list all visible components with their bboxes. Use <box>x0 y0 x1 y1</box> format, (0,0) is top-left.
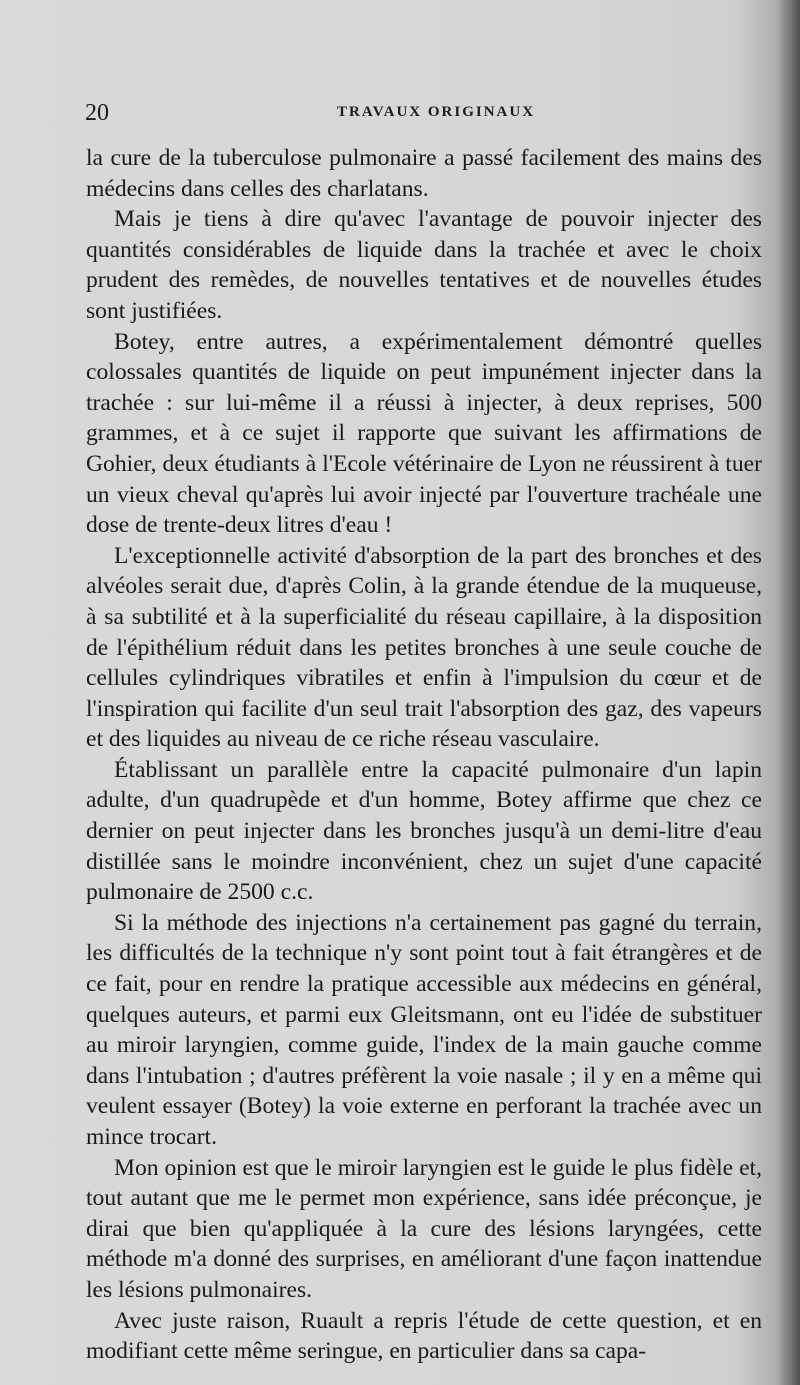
paragraph-continuation: la cure de la tuberculose pulmonaire a passé facilement des mains des médecins dans celles des charlatans. <box>86 145 762 202</box>
body-text <box>86 143 762 1367</box>
page-number: 20 <box>85 100 109 126</box>
paragraph: Mon opinion est que le miroir laryngien est le guide le plus fidèle et, tout autant que me le permet mon expérience, sans idée préconçue, je dirai que bien qu'appliquée à la cure des lésions laryngées, cette méthode m'a donné des surprises, en améliorant d'une façon inattendue les lésions pulmonaires. <box>86 1154 762 1303</box>
page-edge-shadow <box>776 0 800 1385</box>
paragraph: Si la méthode des injections n'a certainement pas gagné du terrain, les difficultés de la technique n'y sont point tout à fait étrangères et de ce fait, pour en rendre la pratique accessible aux médecins en général, quelques auteurs, et parmi eux Gleitsmann, ont eu l'idée de substituer au miroir laryngien, comme guide, l'index de la main gauche comme dans l'intubation ; d'autres préfèrent la voie nasale ; il y en a même qui veulent essayer (Botey) la voie externe en perforant la trachée avec un mince trocart. <box>86 909 762 1150</box>
paragraph: Botey, entre autres, a expérimentalement démontré quelles colossales quantités de liquide on peut impunément injecter dans la trachée : sur lui-même il a réussi à injecter, à deux reprises, 500 grammes, et à ce sujet il rapporte que suivant les affirmations de Gohier, deux étudiants à l'Ecole vétérinaire de Lyon ne réussirent à tuer un vieux cheval qu'après lui avoir injecté par l'ouverture trachéale une dose de trente-deux litres d'eau ! <box>86 328 762 539</box>
running-title: TRAVAUX ORIGINAUX <box>337 104 536 120</box>
paragraph: Avec juste raison, Ruault a repris l'étude de cette question, et en modifiant cette même seringue, en particulier dans sa capa- <box>86 1307 762 1365</box>
paragraph: Établissant un parallèle entre la capacité pulmonaire d'un lapin adulte, d'un quadrupède et d'un homme, Botey affirme que chez ce dernier on peut injecter dans les bronches jusqu'à un demi-litre d'eau distillée sans le moindre inconvénient, chez un sujet d'une capacité pulmonaire de 2500 c.c. <box>86 756 762 906</box>
page-header <box>85 100 755 132</box>
paragraph: Mais je tiens à dire qu'avec l'avantage de pouvoir injecter des quantités considérables de liquide dans la trachée et avec le choix prudent des remèdes, de nouvelles tentatives et de nouvelles études sont justifiées. <box>86 206 762 324</box>
paragraph: L'exceptionnelle activité d'absorption de la part des bronches et des alvéoles serait due, d'après Colin, à la grande étendue de la muqueuse, à sa subtilité et à la superficialité du réseau capillaire, à la disposition de l'épithélium réduit dans les petites bronches à une seule couche de cellules cylindriques vibratiles et enfin à l'impulsion du cœur et de l'inspiration qui facilite d'un seul trait l'absorption des gaz, des vapeurs et des liquides au niveau de ce riche réseau vasculaire. <box>86 542 762 753</box>
